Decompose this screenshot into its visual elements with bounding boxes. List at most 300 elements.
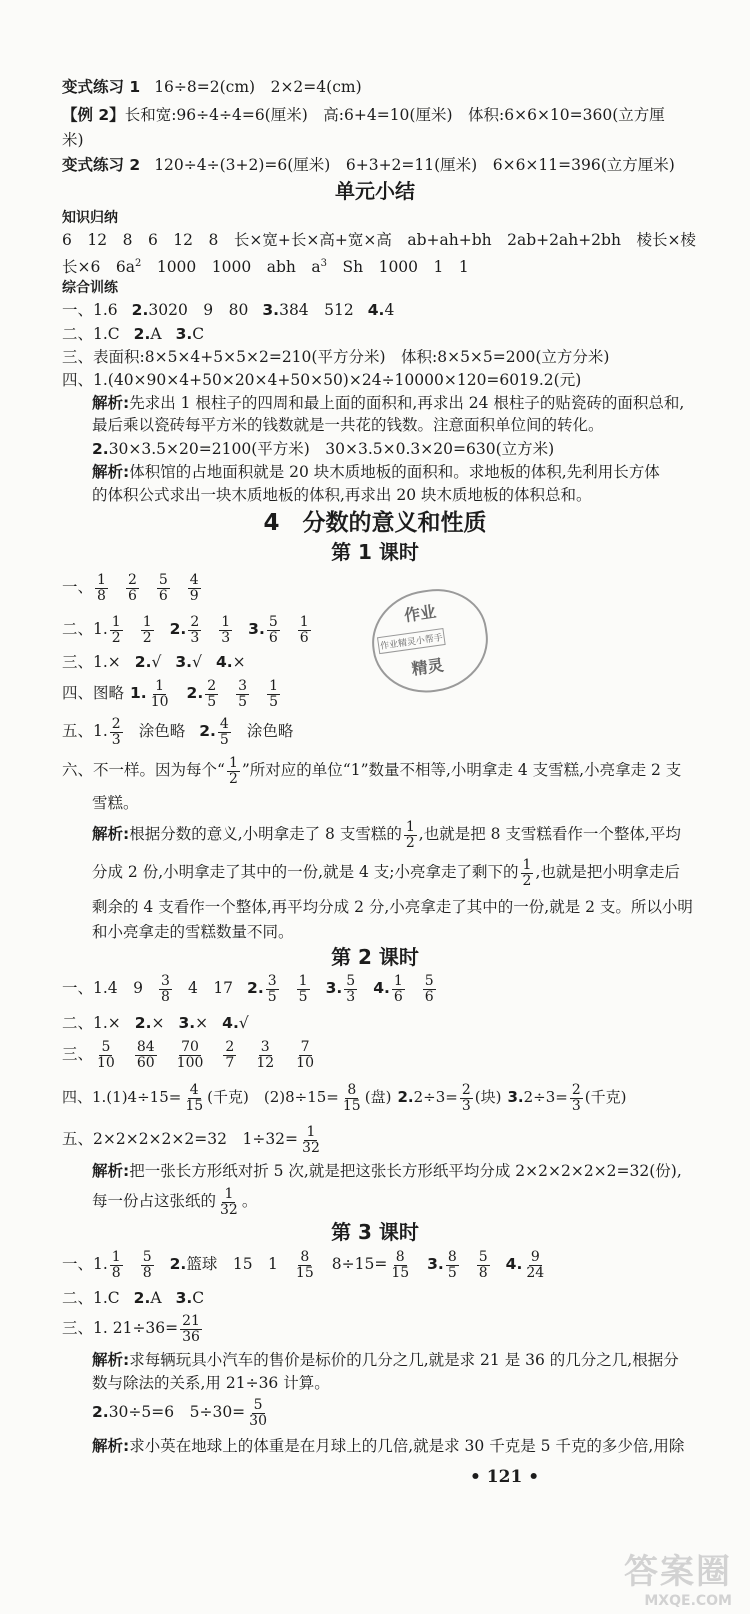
- denominator: 5: [267, 988, 277, 1005]
- numerator: 8: [395, 1248, 405, 1265]
- text: ×: [195, 1014, 209, 1032]
- text: 2÷3=: [523, 1088, 568, 1106]
- fraction: [524, 1250, 546, 1281]
- fraction-group: [402, 818, 419, 851]
- text: 把一张长方形纸对折 5 次,就是把这张长方形纸平均分成 2×2×2×2×2=32(份),: [129, 1162, 682, 1180]
- numerator: 1: [142, 613, 152, 630]
- answer-row: [62, 299, 394, 321]
- denominator: 24: [526, 1264, 545, 1281]
- fraction: [157, 573, 170, 604]
- num: 3.: [178, 1014, 196, 1032]
- heading-comprehensive: 综合训练: [62, 280, 118, 296]
- answer-row: [62, 1310, 204, 1346]
- text: 三、1. 21÷36=: [62, 1319, 179, 1337]
- text: 五、1.: [62, 722, 108, 740]
- page-number: • 121 •: [470, 1467, 540, 1487]
- fraction-group: [108, 715, 125, 748]
- knowledge-line-2: 长×6 $6a^2$ 1000 1000 abh $a^3$ Sh 1000 1 1: [62, 258, 469, 277]
- numerator: 1: [393, 972, 403, 989]
- exercise-line-1: [62, 76, 362, 98]
- text: A: [150, 1289, 162, 1307]
- denominator: 5: [238, 693, 248, 710]
- answer-row: 三、表面积:8×5×4+5×5×2=210(平方分米) 体积:8×5×5=200(立方分米): [62, 348, 610, 366]
- denominator: 3: [346, 988, 356, 1005]
- num: 3.: [248, 620, 265, 638]
- denominator: 3: [111, 731, 121, 748]
- denominator: 100: [176, 1054, 204, 1071]
- denominator: 8: [478, 1264, 488, 1281]
- fraction-group: [216, 1185, 242, 1218]
- text: 二、1.: [62, 620, 108, 638]
- fraction: [392, 974, 405, 1005]
- text: 16÷8=2(cm) 2×2=4(cm): [154, 78, 362, 96]
- text: 四、1.(1)4÷15=: [62, 1088, 182, 1106]
- denominator: 2: [405, 834, 415, 851]
- text: 一、: [62, 578, 94, 596]
- text: (千克): [584, 1088, 627, 1106]
- heading-unit-summary: 单元小结: [335, 179, 415, 203]
- numerator: 3: [260, 1038, 270, 1055]
- answer-row: [62, 1287, 204, 1309]
- text: 体积馆的占地面积就是 20 块木质地板的面积和。求地板的体积,先利用长方体: [129, 463, 660, 481]
- text: 长×6 6a: [62, 258, 135, 277]
- heading-lesson-3: 第 3 课时: [331, 1220, 419, 1244]
- fraction-group: [181, 1081, 207, 1114]
- text: ,也就是把 8 支雪糕看作一个整体,平均: [418, 825, 681, 843]
- fraction: [300, 1125, 322, 1156]
- analysis-line: 最后乘以瓷砖每平方米的钱数就是一共花的钱数。注意面积单位间的转化。: [92, 416, 604, 434]
- text: Sh 1000 1 1: [326, 258, 469, 277]
- numerator: 2: [127, 571, 137, 588]
- label-analysis: 解析:: [92, 825, 130, 843]
- num: 2.: [133, 1289, 151, 1307]
- fraction-group: [387, 1248, 413, 1281]
- numerator: 2: [571, 1081, 581, 1098]
- denominator: 8: [142, 1264, 152, 1281]
- text: 求每辆玩具小汽车的售价是标价的几分之几,就是求 21 是 36 的几分之几,根据分: [129, 1351, 679, 1369]
- text: 二、1.: [62, 1014, 108, 1032]
- text: 分成 2 份,小明拿走了其中的一份,就是 4 支;小亮拿走了剩下的: [92, 863, 519, 881]
- numerator: 3: [238, 677, 248, 694]
- num: 4.: [367, 301, 385, 319]
- fraction-group: [292, 1248, 318, 1281]
- text: C: [107, 1289, 120, 1307]
- fraction: [180, 1314, 202, 1345]
- denominator: 2: [228, 770, 238, 787]
- numerator: 5: [268, 613, 278, 630]
- analysis-line: 和小亮拿走的雪糕数量不同。: [92, 923, 294, 941]
- text: 长和宽:96÷4÷4=6(厘米) 高:6+4=10(厘米) 体积:6×6×10=360(立方厘: [124, 106, 665, 124]
- fraction: [95, 573, 108, 604]
- analysis-line: [92, 1160, 682, 1182]
- text: √: [151, 653, 162, 671]
- fraction: [446, 1250, 459, 1281]
- denominator: 5: [269, 693, 278, 710]
- fraction-group: [245, 1396, 271, 1429]
- text: C: [107, 325, 120, 343]
- fraction: [95, 1040, 117, 1071]
- num: 2.: [131, 301, 149, 319]
- text: 30×3.5×20=2100(平方米) 30×3.5×0.3×20=630(立方米): [108, 440, 555, 458]
- denominator: 6: [424, 988, 434, 1005]
- text: 四、图略: [62, 684, 125, 702]
- fraction-group: [390, 972, 438, 1005]
- answer-row: [62, 323, 204, 345]
- answer-row: 四、1.(40×90×4+50×20×4+50×50)×24÷10000×120=6019.2(元): [62, 371, 582, 389]
- answer-row: [62, 675, 282, 711]
- num: 3.: [507, 1088, 524, 1106]
- denominator: 9: [189, 587, 199, 604]
- denominator: 15: [391, 1264, 410, 1281]
- watermark-logo: [552, 1544, 732, 1609]
- watermark-text: 答案圈: [624, 1552, 732, 1592]
- example-2-wrap: 米): [62, 131, 84, 149]
- text: C: [192, 1289, 205, 1307]
- numerator: 1: [221, 613, 231, 630]
- fraction: [267, 679, 280, 710]
- fraction: [404, 820, 417, 851]
- analysis-line: 剩余的 4 支看作一个整体,再平均分成 2 分,小亮拿走了其中的一份,就是 2 支。所以小明: [92, 898, 693, 916]
- fraction-group: [265, 613, 313, 646]
- fraction: [298, 615, 311, 646]
- num: 3.: [262, 301, 280, 319]
- fraction-group: [342, 972, 359, 1005]
- num: 2.: [133, 325, 151, 343]
- fraction-group: [157, 972, 174, 1005]
- denominator: 15: [185, 1097, 204, 1114]
- answer-row: [62, 1012, 249, 1034]
- label-analysis: 解析:: [92, 463, 130, 481]
- fraction: [236, 679, 249, 710]
- denominator: 5: [447, 1264, 457, 1281]
- denominator: 10: [97, 1054, 115, 1071]
- text: ×: [107, 653, 121, 671]
- text: 2÷3=: [413, 1088, 458, 1106]
- denominator: 2: [111, 629, 121, 646]
- label-example-2: 【例 2】: [62, 106, 125, 124]
- fraction-group: [147, 677, 173, 710]
- fraction-group: [298, 1123, 324, 1156]
- denominator: 6: [299, 629, 309, 646]
- text: C: [192, 325, 205, 343]
- text: A: [150, 325, 162, 343]
- fraction: [227, 756, 240, 787]
- fraction: [183, 1083, 205, 1114]
- fraction-group: [93, 1038, 318, 1071]
- numerator: 3: [267, 972, 277, 989]
- text: 二、1.: [62, 325, 108, 343]
- answer-row: [62, 651, 246, 673]
- heading-lesson-1: 第 1 课时: [331, 540, 419, 564]
- num: 4.: [373, 979, 390, 997]
- numerator: 5: [101, 1038, 111, 1055]
- label-analysis: 解析:: [92, 394, 130, 412]
- exercise-line-2: [62, 154, 675, 176]
- analysis-line: 数与除法的关系,用 21÷36 计算。: [92, 1374, 330, 1392]
- answer-row: [62, 611, 313, 647]
- fraction-group: [203, 677, 282, 710]
- text: 一、1.: [62, 301, 108, 319]
- num: 3.: [175, 653, 193, 671]
- text: 4: [384, 301, 395, 319]
- fraction: [254, 1040, 276, 1071]
- answer-row: 雪糕。: [92, 794, 139, 812]
- denominator: 5: [298, 988, 308, 1005]
- answer-row: [62, 1121, 324, 1157]
- num: 4.: [505, 1255, 523, 1273]
- text: 4 17: [187, 979, 234, 997]
- numerator: 1: [97, 571, 106, 588]
- text: √: [238, 1014, 249, 1032]
- text: 一、1.: [62, 979, 108, 997]
- fraction-group: [108, 613, 156, 646]
- numerator: 5: [346, 972, 356, 989]
- numerator: 4: [219, 715, 229, 732]
- fraction: [460, 1083, 473, 1114]
- fraction: [205, 679, 218, 710]
- fraction: [135, 1040, 157, 1071]
- label-bianshi-1: 变式练习 1: [62, 78, 141, 96]
- text: 120÷4÷(3+2)=6(厘米) 6+3+2=11(厘米) 6×6×11=396(立方厘米): [154, 156, 675, 174]
- answer-row: [62, 752, 681, 788]
- fraction: [188, 573, 201, 604]
- num: 3.: [175, 325, 193, 343]
- text: 求小英在地球上的体重是在月球上的几倍,就是求 30 千克是 5 千克的多少倍,用除: [129, 1437, 685, 1455]
- stamp-seal: [365, 582, 494, 699]
- denominator: 12: [256, 1054, 275, 1071]
- text: 一、1.: [62, 1255, 108, 1273]
- text: 每一份占这张纸的: [92, 1192, 217, 1210]
- denominator: 6: [127, 587, 137, 604]
- analysis-line: [92, 1183, 257, 1219]
- answer-row: [92, 438, 554, 460]
- denominator: 8: [97, 587, 106, 604]
- text: (千克) (2)8÷15=: [207, 1088, 339, 1106]
- denominator: 36: [182, 1328, 200, 1345]
- denominator: 5: [207, 693, 217, 710]
- fraction: [159, 974, 172, 1005]
- fraction: [423, 974, 436, 1005]
- numerator: 1: [298, 972, 308, 989]
- numerator: 1: [228, 754, 238, 771]
- text: 30÷5=6 5÷30=: [108, 1403, 246, 1421]
- fraction: [110, 1250, 123, 1281]
- fraction: [175, 1040, 206, 1071]
- denominator: 6: [268, 629, 278, 646]
- denominator: 32: [220, 1201, 238, 1218]
- heading-chapter-4: 4 分数的意义和性质: [263, 510, 487, 536]
- denominator: 3: [221, 629, 231, 646]
- text: √: [192, 653, 202, 671]
- fraction: [294, 1250, 316, 1281]
- fraction: [341, 1083, 363, 1114]
- text: (块): [474, 1088, 502, 1106]
- denominator: 5: [219, 731, 229, 748]
- denominator: 3: [190, 629, 200, 646]
- numerator: 7: [300, 1038, 310, 1055]
- fraction: [266, 974, 279, 1005]
- num: 1.: [130, 684, 147, 702]
- numerator: 5: [253, 1396, 263, 1413]
- numerator: 1: [111, 1248, 121, 1265]
- analysis-line: [92, 461, 660, 483]
- text: 。: [241, 1192, 258, 1210]
- num: 2.: [247, 979, 264, 997]
- num: 4.: [215, 653, 233, 671]
- text: ,也就是把小明拿走后: [535, 863, 680, 881]
- stamp-text: 作业精灵小帮手: [377, 628, 446, 654]
- numerator: 1: [299, 613, 309, 630]
- fraction-group: [444, 1248, 492, 1281]
- fraction: [126, 573, 139, 604]
- fraction-group: [178, 1312, 204, 1345]
- denominator: 2: [522, 872, 532, 889]
- num: 3.: [175, 1289, 193, 1307]
- numerator: 2: [190, 613, 200, 630]
- num: 2.: [186, 684, 204, 702]
- label-bianshi-2: 变式练习 2: [62, 156, 141, 174]
- text: ×: [232, 653, 246, 671]
- text: 六、不一样。因为每个“: [62, 761, 225, 779]
- label-analysis: 解析:: [92, 1162, 130, 1180]
- text: 根据分数的意义,小明拿走了 8 支雪糕的: [129, 825, 402, 843]
- analysis-line: [92, 816, 681, 852]
- fraction-group: [186, 613, 234, 646]
- num: 2.: [134, 653, 152, 671]
- denominator: 30: [249, 1412, 267, 1429]
- fraction: [223, 1040, 236, 1071]
- numerator: 5: [424, 972, 434, 989]
- answer-row: [92, 1394, 271, 1430]
- fraction: [110, 717, 123, 748]
- stamp-text: 精灵: [410, 655, 445, 679]
- stamp-text: 作业: [402, 601, 438, 626]
- fraction-group: [108, 1248, 156, 1281]
- fraction: [141, 615, 154, 646]
- fraction: [218, 717, 231, 748]
- knowledge-line-1: 6 12 8 6 12 8 长×宽+长×高+宽×高 ab+ah+bh 2ab+2ah+2bh 棱长×棱: [62, 231, 696, 249]
- numerator: 1: [155, 677, 165, 694]
- fraction: [344, 974, 357, 1005]
- heading-lesson-2: 第 2 课时: [331, 945, 419, 969]
- text: 8÷15=: [331, 1255, 388, 1273]
- watermark-url: MXQE.COM: [644, 1593, 732, 1609]
- fraction-group: [339, 1081, 365, 1114]
- label-analysis: 解析:: [92, 1437, 130, 1455]
- fraction: [188, 615, 201, 646]
- label-analysis: 解析:: [92, 1351, 130, 1369]
- text: 6: [107, 301, 118, 319]
- fraction-group: [519, 856, 536, 889]
- text: 4 9: [107, 979, 144, 997]
- analysis-line: [92, 854, 680, 890]
- denominator: 2: [142, 629, 152, 646]
- fraction-group: [458, 1081, 475, 1114]
- numerator: 1: [269, 677, 278, 694]
- numerator: 84: [136, 1038, 155, 1055]
- text: 1000 1000 abh a: [141, 258, 321, 277]
- analysis-line: 的体积公式求出一块木质地板的体积,再求出 20 块木质地板的体积总和。: [92, 486, 592, 504]
- text: 三、: [62, 1045, 94, 1063]
- fraction: [521, 858, 534, 889]
- numerator: 5: [478, 1248, 488, 1265]
- example-2-line: [62, 104, 665, 126]
- numerator: 1: [522, 856, 532, 873]
- heading-knowledge: 知识归纳: [62, 210, 118, 226]
- denominator: 6: [158, 587, 168, 604]
- fraction-group: [216, 715, 233, 748]
- fraction: [297, 974, 310, 1005]
- analysis-line: [92, 1435, 684, 1457]
- num: 2.: [397, 1088, 414, 1106]
- num: 4.: [222, 1014, 239, 1032]
- answer-row: [62, 713, 293, 749]
- text: (盘): [364, 1088, 392, 1106]
- answer-row: [62, 569, 203, 605]
- answer-row: [62, 1079, 626, 1115]
- num: 2.: [199, 722, 216, 740]
- numerator: 3: [161, 972, 170, 989]
- numerator: 2: [111, 715, 121, 732]
- numerator: 8: [447, 1248, 457, 1265]
- fraction-group: [93, 571, 203, 604]
- numerator: 21: [182, 1312, 200, 1329]
- denominator: 6: [393, 988, 403, 1005]
- denominator: 15: [342, 1097, 361, 1114]
- num: 3.: [325, 979, 343, 997]
- answer-row: [62, 1246, 548, 1282]
- fraction: [267, 615, 280, 646]
- fraction: [218, 1187, 240, 1218]
- numerator: 8: [347, 1081, 357, 1098]
- numerator: 2: [461, 1081, 471, 1098]
- denominator: 60: [136, 1054, 155, 1071]
- num: 3.: [427, 1255, 444, 1273]
- text: 先求出 1 根柱子的四周和最上面的面积和,再求出 24 根柱子的贴瓷砖的面积总和,: [129, 394, 685, 412]
- denominator: 10: [150, 693, 169, 710]
- num: 2.: [92, 440, 109, 458]
- numerator: 4: [189, 1081, 199, 1098]
- text: 二、1.: [62, 1289, 108, 1307]
- fraction: [141, 1250, 154, 1281]
- fraction: [219, 615, 232, 646]
- text: ”所对应的单位“1”数量不相等,小明拿走 4 支雪糕,小亮拿走 2 支: [241, 761, 682, 779]
- numerator: 1: [111, 613, 121, 630]
- fraction: [149, 679, 171, 710]
- numerator: 1: [405, 818, 415, 835]
- denominator: 15: [295, 1264, 314, 1281]
- text: 篮球 15 1: [186, 1255, 278, 1273]
- text: ×: [107, 1014, 121, 1032]
- denominator: 8: [111, 1264, 121, 1281]
- num: 2.: [169, 620, 187, 638]
- fraction: [477, 1250, 490, 1281]
- denominator: 10: [296, 1054, 314, 1071]
- answer-row: [62, 1036, 318, 1072]
- text: 涂色略: [246, 722, 294, 740]
- text: 384 512: [279, 301, 354, 319]
- numerator: 1: [224, 1185, 234, 1202]
- text: ×: [151, 1014, 165, 1032]
- fraction: [294, 1040, 316, 1071]
- fraction: [110, 615, 123, 646]
- text: 三、1.: [62, 653, 108, 671]
- denominator: 8: [161, 988, 170, 1005]
- numerator: 70: [181, 1038, 199, 1055]
- fraction: [247, 1398, 269, 1429]
- denominator: 7: [225, 1054, 235, 1071]
- fraction-group: [225, 754, 242, 787]
